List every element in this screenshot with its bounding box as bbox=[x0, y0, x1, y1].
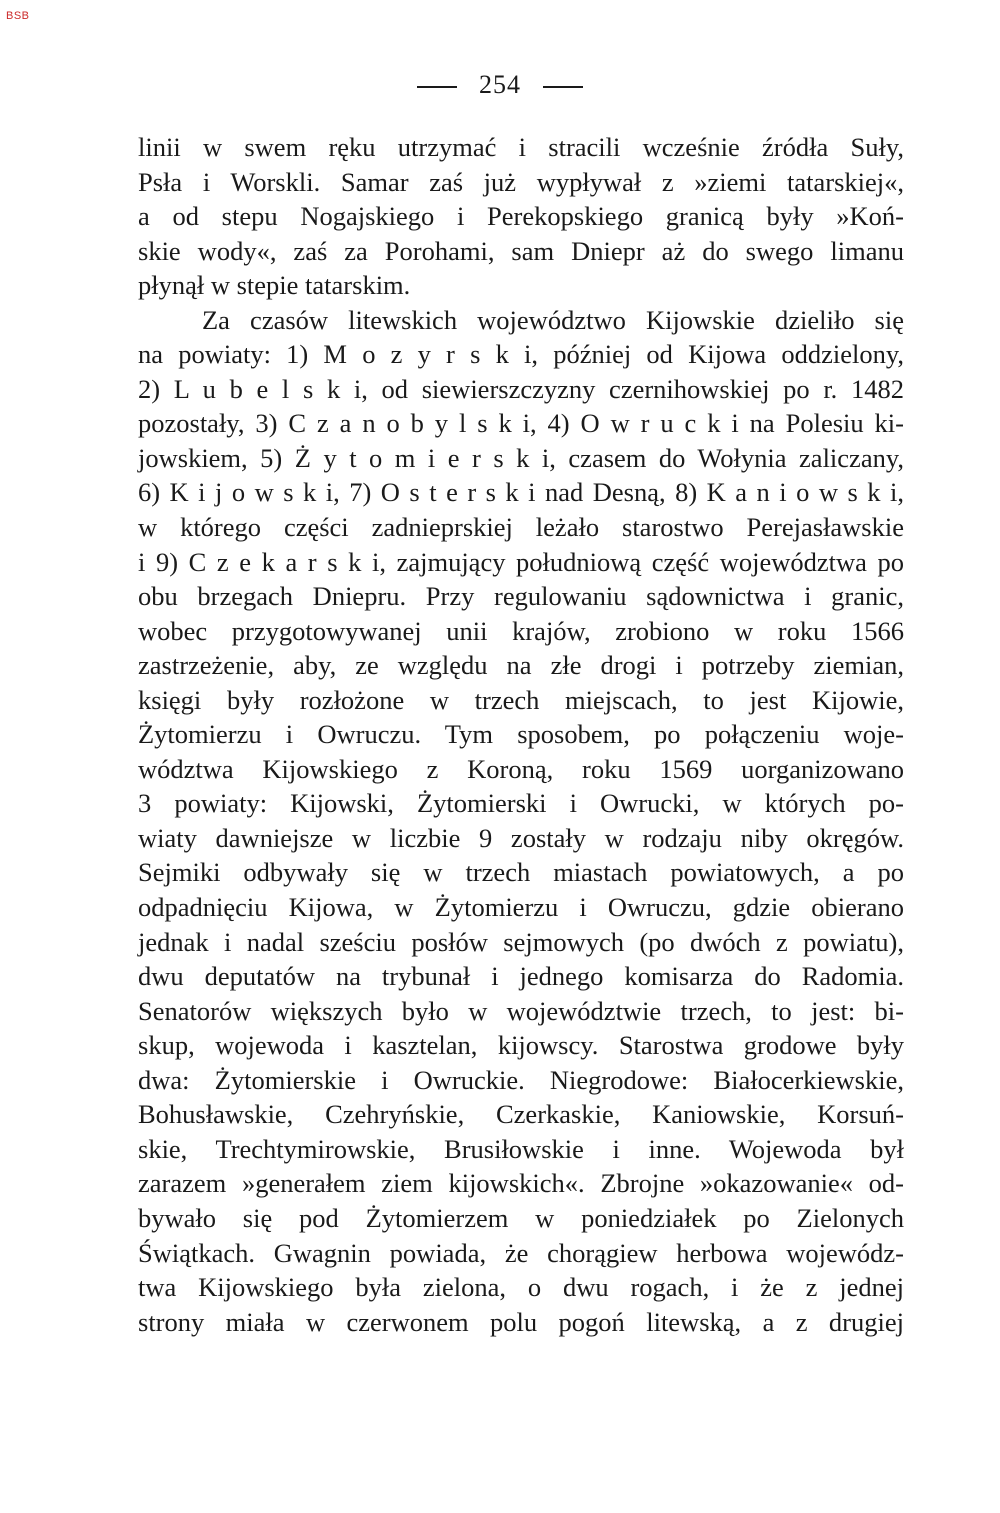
text-line: obu brzegach Dniepru. Przy regulowaniu sądownictwa i granic, bbox=[138, 581, 904, 612]
text-line: płynął w stepie tatarskim. bbox=[138, 270, 411, 301]
text-line: zastrzeżenie, aby, ze względu na złe drogi i potrzeby ziemian, bbox=[138, 650, 904, 681]
text-line: bywało się pod Żytomierzem w poniedziałek po Zielonych bbox=[138, 1202, 904, 1233]
text-line: skie, Trechtymirowskie, Brusiłowskie i inne. Wojewoda był bbox=[138, 1133, 904, 1164]
text-line: 6) K i j o w s k i, 7) O s t e r s k i nad Desną, 8) K a n i o w s k i, bbox=[138, 477, 904, 508]
header-dash-left bbox=[417, 86, 457, 88]
text-line: skup, wojewoda i kasztelan, kijowscy. Starostwa grodowe były bbox=[138, 1030, 904, 1061]
header-dash-right bbox=[543, 86, 583, 88]
text-line: jednak i nadal sześciu posłów sejmowych (po dwóch z powiatu), bbox=[138, 926, 904, 957]
text-line: i 9) C z e k a r s k i, zajmujący południową część województwa po bbox=[138, 546, 904, 577]
text-line: a od stepu Nogajskiego i Perekopskiego granicą były »Koń- bbox=[138, 201, 904, 232]
text-line: Za czasów litewskich województwo Kijowskie dzieliło się bbox=[202, 304, 904, 335]
text-line: Żytomierzu i Owruczu. Tym sposobem, po połączeniu woje- bbox=[138, 719, 904, 750]
text-line: Psła i Worskli. Samar zaś już wypływał z »ziemi tatarskiej«, bbox=[138, 166, 904, 197]
text-line: w którego części zadnieprskiej leżało starostwo Perejasławskie bbox=[138, 512, 904, 543]
text-line: wiaty dawniejsze w liczbie 9 zostały w rodzaju niby okręgów. bbox=[138, 822, 904, 853]
text-line: 3 powiaty: Kijowski, Żytomierski i Owrucki, w których po- bbox=[138, 788, 904, 819]
text-line: twa Kijowskiego była zielona, o dwu rogach, i że z jednej bbox=[138, 1272, 904, 1303]
text-line: 2) L u b e l s k i, od siewierszczyzny czernihowskiej po r. 1482 bbox=[138, 373, 904, 404]
text-line: wództwa Kijowskiego z Koroną, roku 1569 uorganizowano bbox=[138, 753, 904, 784]
page-number: 254 bbox=[479, 70, 521, 99]
text-line: skie wody«, zaś za Porohami, sam Dniepr aż do swego limanu bbox=[138, 235, 904, 266]
page-header bbox=[0, 70, 1000, 100]
text-line: dwu deputatów na trybunał i jednego komisarza do Radomia. bbox=[138, 961, 904, 992]
text-line: Bohusławskie, Czehryńskie, Czerkaskie, Kaniowskie, Korsuń- bbox=[138, 1099, 904, 1130]
text-line: dwa: Żytomierskie i Owruckie. Niegrodowe: Białocerkiewskie, bbox=[138, 1064, 904, 1095]
text-line: jowskiem, 5) Ż y t o m i e r s k i, czasem do Wołynia zaliczany, bbox=[138, 442, 904, 473]
text-line: linii w swem ręku utrzymać i stracili wcześnie źródła Suły, bbox=[138, 132, 904, 162]
text-line: na powiaty: 1) M o z y r s k i, później od Kijowa oddzielony, bbox=[138, 339, 904, 370]
text-line: zarazem »generałem ziem kijowskich«. Zbrojne »okazowanie« od- bbox=[138, 1168, 904, 1199]
library-stamp: BSB bbox=[6, 10, 30, 22]
text-line: Senatorów większych było w województwie trzech, to jest: bi- bbox=[138, 995, 904, 1026]
text-line: strony miała w czerwonem polu pogoń litewską, a z drugiej bbox=[138, 1306, 904, 1337]
text-line: wobec przygotowywanej unii krajów, zrobiono w roku 1566 bbox=[138, 615, 904, 646]
text-line: pozostały, 3) C z a n o b y l s k i, 4) O w r u c k i na Polesiu ki- bbox=[138, 408, 904, 439]
body-text bbox=[138, 130, 904, 1339]
text-line: Świątkach. Gwagnin powiada, że chorągiew herbowa wojewódz- bbox=[138, 1237, 904, 1268]
text-line: księgi były rozłożone w trzech miejscach, to jest Kijowie, bbox=[138, 684, 904, 715]
text-line: odpadnięciu Kijowa, w Żytomierzu i Owruczu, gdzie obierano bbox=[138, 892, 904, 923]
text-line: Sejmiki odbywały się w trzech miastach powiatowych, a po bbox=[138, 857, 904, 888]
